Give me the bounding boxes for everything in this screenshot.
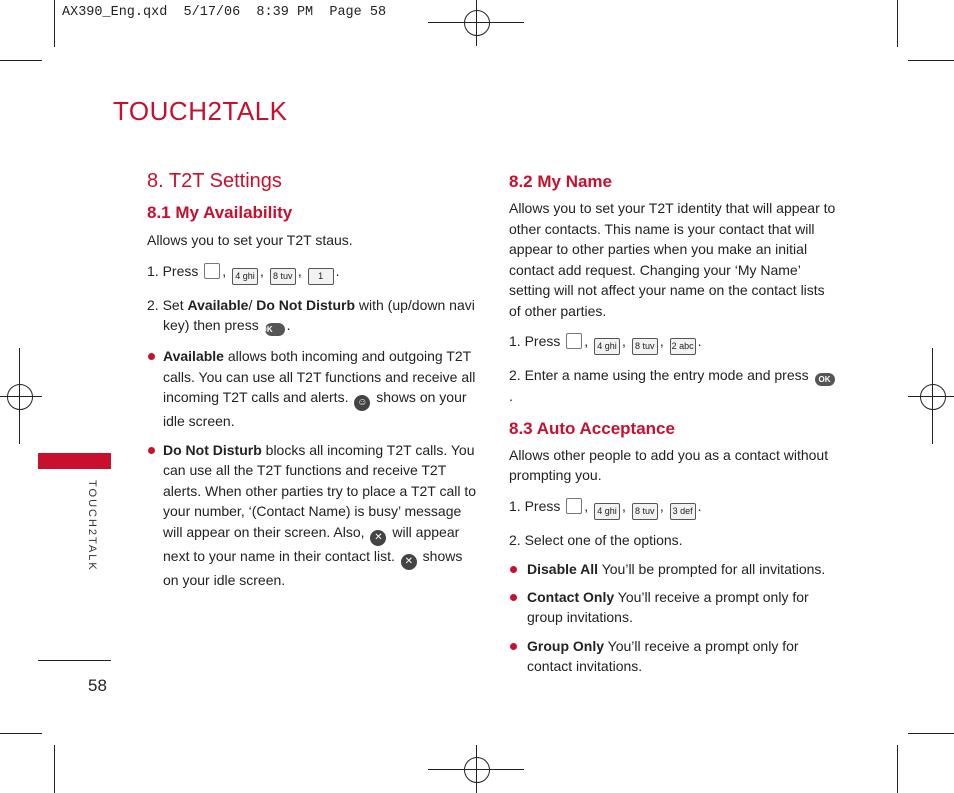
subsection-title-auto-acceptance: 8.3 Auto Acceptance: [509, 418, 675, 438]
left-column: [147, 170, 477, 590]
key-4-icon: 4 ghi: [594, 503, 620, 520]
key-4-icon: 4 ghi: [594, 338, 620, 355]
bullet-do-not-disturb: Do Not Disturb blocks all incoming T2T calls. You can use all the T2T functions and receive T2T alerts. When other parties try to place a T2T call to your number, ‘(Contact Name) is busy’ message will appear on their screen. Also, ✕ will appear next to your name in their contact list. ✕ shows on your idle screen.: [147, 440, 477, 591]
crop-mark: [0, 60, 42, 61]
section-tab: [38, 453, 111, 469]
bullet-icon: [510, 643, 517, 650]
key-4-icon: 4 ghi: [232, 268, 258, 285]
option-disable-all: Disable All You’ll be prompted for all invitations.: [509, 559, 839, 580]
auto-acceptance-intro: Allows other people to add you as a contact without prompting you.: [509, 446, 829, 483]
registration-mark-icon: [464, 10, 490, 36]
divider: [38, 660, 111, 661]
bullet-icon: [510, 566, 517, 573]
key-8-icon: 8 tuv: [632, 338, 658, 355]
page-number: 58: [88, 676, 107, 695]
my-name-step-1: 1. Press , 4 ghi , 8 tuv , 2 abc .: [509, 331, 839, 355]
crop-mark: [54, 745, 55, 793]
step-2: 2. Set Available/ Do Not Disturb with (up/down navi key) then press OK .: [147, 296, 475, 334]
menu-key-icon: [204, 263, 220, 279]
key-2-icon: 2 abc: [670, 338, 696, 355]
registration-mark-icon: [464, 757, 490, 783]
slug-line: AX390_Eng.qxd 5/17/06 8:39 PM Page 58: [62, 5, 387, 20]
my-name-intro: Allows you to set your T2T identity that will appear to other contacts. This name is your contact that will appear to other parties when you make an initial contact add request. Changing your ‘My Name’ setting will not affect your name on the contact lists of other parties.: [509, 200, 836, 319]
bullet-available: Available allows both incoming and outgoing T2T calls. You can use all T2T functions and receive all incoming T2T calls and alerts. ☺ shows on your idle screen.: [147, 346, 477, 432]
dnd-status-icon: ✕: [401, 554, 417, 570]
bullet-icon: [148, 353, 155, 360]
crop-mark: [0, 396, 42, 397]
step-label: 1. Press: [147, 262, 199, 279]
section-title: 8. T2T Settings: [147, 170, 282, 192]
crop-mark: [0, 733, 42, 734]
step-1: 1. Press , 4 ghi , 8 tuv , 1 .: [147, 261, 477, 285]
ok-key-icon: OK: [815, 373, 835, 386]
intro-text: Allows you to set your T2T staus.: [147, 232, 353, 248]
option-group-only: Group Only You’ll receive a prompt only for contact invitations.: [509, 636, 839, 677]
key-3-icon: 3 def: [670, 503, 696, 520]
auto-step-1: 1. Press , 4 ghi , 8 tuv , 3 def .: [509, 496, 839, 520]
menu-key-icon: [566, 498, 582, 514]
crop-mark: [476, 0, 477, 46]
bullet-icon: [510, 594, 517, 601]
key-8-icon: 8 tuv: [632, 503, 658, 520]
crop-mark: [897, 0, 898, 47]
registration-mark-icon: [920, 384, 946, 410]
menu-key-icon: [566, 333, 582, 349]
subsection-title: 8.1 My Availability: [147, 203, 293, 222]
my-name-step-2: 2. Enter a name using the entry mode and press OK.: [509, 365, 839, 407]
page-title: TOUCH2TALK: [113, 96, 288, 126]
crop-mark: [908, 733, 954, 734]
right-column: [509, 172, 839, 677]
ok-key-icon: OK: [265, 323, 285, 336]
available-status-icon: ☺: [354, 395, 370, 411]
option-contact-only: Contact Only You’ll receive a prompt only for group invitations.: [509, 587, 839, 628]
bullet-icon: [148, 447, 155, 454]
dnd-status-icon: ✕: [370, 530, 386, 546]
crop-mark: [897, 745, 898, 793]
side-section-label: TOUCH2TALK: [86, 480, 98, 572]
crop-mark: [428, 769, 524, 770]
key-8-icon: 8 tuv: [270, 268, 296, 285]
crop-mark: [908, 60, 954, 61]
auto-step-2: 2. Select one of the options.: [509, 531, 683, 548]
crop-mark: [428, 22, 524, 23]
crop-mark: [908, 396, 954, 397]
registration-mark-icon: [7, 384, 33, 410]
key-1-icon: 1: [308, 268, 334, 285]
crop-mark: [54, 0, 55, 47]
subsection-title-my-name: 8.2 My Name: [509, 172, 612, 191]
